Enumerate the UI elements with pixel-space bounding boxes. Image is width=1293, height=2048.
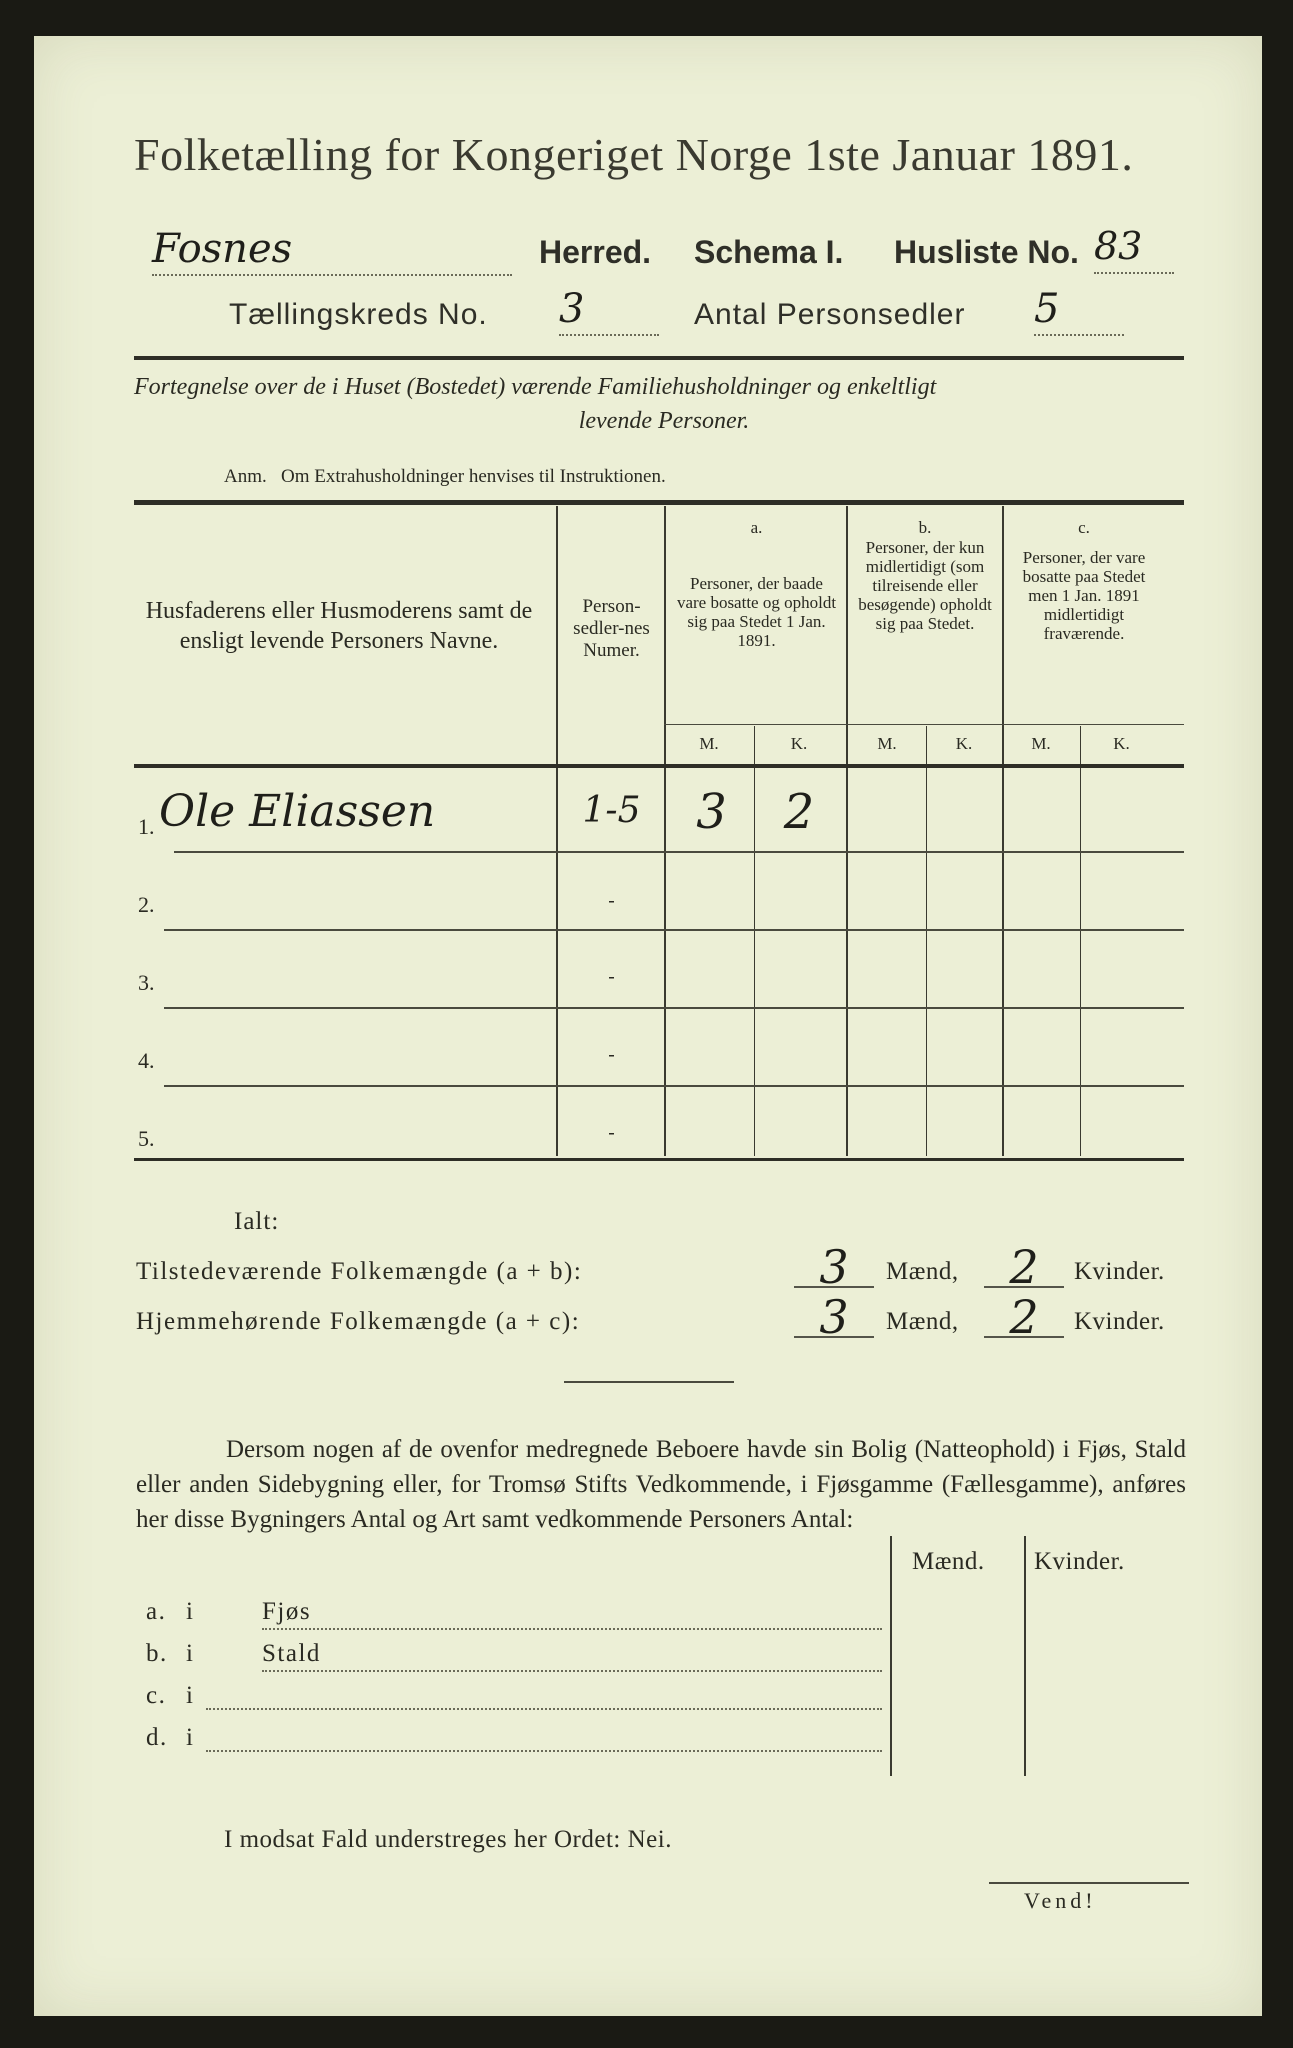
tilstede-kvinder-value: 2: [984, 1240, 1064, 1288]
ialt-label: Ialt:: [234, 1208, 280, 1235]
c-m-header: M.: [1031, 734, 1051, 753]
item-blank-d: [206, 1750, 882, 1752]
nei-instruction: I modsat Fald understreges her Ordet: Nei.: [224, 1826, 672, 1853]
hjemme-maend-value: 3: [794, 1290, 874, 1338]
a-m-header: M.: [699, 734, 719, 753]
row-number: 5.: [138, 1126, 155, 1151]
col-divider-3: [846, 506, 848, 1156]
hjemme-kvinder-label: Kvinder.: [1074, 1308, 1165, 1335]
husliste-value: 83: [1094, 224, 1174, 274]
schema-label: Schema I.: [694, 234, 844, 270]
vend-label: Vend!: [1024, 1888, 1097, 1913]
b-k-header: K.: [955, 734, 973, 753]
col-a-letter: a.: [750, 518, 763, 537]
vend-rule: [989, 1882, 1189, 1884]
sidebuilding-paragraph: Dersom nogen af de ovenfor medregnede Beboere havde sin Bolig (Natteophold) i Fjøs, Stald eller anden Sidebygning eller, for Tromsø Stifts Vedkommende, i Fjøsgamme (Fællesgamme), anføres her disse Bygningers Antal og Art samt vedkommende Personers Antal:: [136, 1436, 1186, 1533]
personsedler-numer: -: [608, 964, 615, 988]
tilstede-label: Tilstedeværende Folkemængde (a + b):: [136, 1258, 583, 1285]
mk-divider-a: [754, 726, 755, 1156]
personsedler-numer: 1-5: [582, 790, 641, 831]
a-k-header: K.: [790, 734, 808, 753]
col-b-letter: b.: [918, 518, 932, 537]
row-number: 2.: [138, 892, 155, 917]
hjemme-kvinder-value: 2: [984, 1290, 1064, 1338]
herred-value: Fosnes: [152, 226, 512, 276]
antal-value: 5: [1034, 286, 1124, 336]
totals-separator: [564, 1381, 734, 1383]
item-letter: a.: [146, 1598, 167, 1625]
tilstede-kvinder-label: Kvinder.: [1074, 1258, 1165, 1285]
col-divider-4: [1002, 506, 1004, 1156]
table-bottom-rule: [134, 1158, 1184, 1161]
hjemme-maend-label: Mænd,: [886, 1308, 959, 1335]
item-blank-c: [206, 1708, 882, 1710]
herred-label: Herred.: [539, 234, 652, 270]
col-divider-1: [556, 506, 558, 1156]
personsedler-numer: -: [608, 1120, 615, 1144]
husliste-label: Husliste No.: [894, 234, 1079, 270]
item-fjos: Fjøs: [262, 1598, 882, 1630]
tilstede-maend-value: 3: [794, 1240, 874, 1288]
item-letter: d.: [146, 1724, 168, 1751]
item-prep: i: [186, 1682, 195, 1709]
row-rule-3: [164, 1007, 1184, 1009]
item-prep: i: [186, 1598, 195, 1625]
hjemme-label: Hjemmehørende Folkemængde (a + c):: [136, 1308, 581, 1335]
item-letter: b.: [146, 1640, 168, 1667]
col-divider-2: [664, 506, 666, 1156]
subtable-header-kvinder: Kvinder.: [1034, 1548, 1125, 1575]
subtable-divider-2: [1024, 1536, 1026, 1776]
personsedler-numer: -: [608, 888, 615, 912]
header-rule: [134, 356, 1184, 360]
c-k-header: K.: [1113, 734, 1130, 753]
antal-label: Antal Personsedler: [694, 298, 966, 331]
item-letter: c.: [146, 1682, 167, 1709]
row-number: 4.: [138, 1048, 155, 1073]
col-a-text: Personer, der baade vare bosatte og opholdt sig paa Stedet 1 Jan. 1891.: [676, 574, 837, 650]
personsedler-numer: -: [608, 1042, 615, 1066]
anm-note: Anm. Om Extrahusholdninger henvises til Instruktionen.: [224, 466, 666, 487]
col-c-letter: c.: [1078, 518, 1090, 537]
a-kvinde-count: 2: [783, 784, 815, 840]
kreds-label: Tællingskreds No.: [229, 298, 488, 331]
form-title: Folketælling for Kongeriget Norge 1ste Januar 1891.: [134, 129, 1134, 180]
kreds-value: 3: [559, 286, 659, 336]
table-top-rule: [134, 500, 1184, 505]
col-b-text: Personer, der kun midlertidigt (som tilreisende eller besøgende) opholdt sig paa Stedet.: [858, 538, 992, 633]
mk-divider-c: [1080, 726, 1081, 1156]
item-prep: i: [186, 1724, 195, 1751]
table-header-rule: [134, 764, 1184, 768]
col-header-numer: Person-sedler-nes Numer.: [573, 596, 650, 661]
tilstede-maend-label: Mænd,: [886, 1258, 959, 1285]
household-head-name: Ole Eliassen: [159, 786, 436, 837]
item-prep: i: [186, 1640, 195, 1667]
mk-top-rule: [664, 724, 1184, 725]
subtable-divider-1: [890, 1536, 892, 1776]
col-c-text: Personer, der vare bosatte paa Stedet men 1 Jan. 1891 midlertidigt fraværende.: [1022, 548, 1146, 643]
b-m-header: M.: [877, 734, 897, 753]
row-rule-4: [164, 1085, 1184, 1087]
a-mand-count: 3: [696, 784, 727, 840]
row-rule-2: [164, 929, 1184, 931]
row-number: 3.: [138, 970, 155, 995]
subtable-header-maend: Mænd.: [912, 1548, 985, 1575]
intro-line-1: Fortegnelse over de i Huset (Bostedet) værende Familiehusholdninger og enkeltligt: [134, 374, 937, 400]
census-form-page: [34, 36, 1262, 2016]
mk-divider-b: [926, 726, 927, 1156]
row-number: 1.: [138, 814, 155, 839]
item-stald: Stald: [262, 1640, 882, 1672]
col-header-names: Husfaderens eller Husmoderens samt de ensligt levende Personers Navne.: [145, 598, 533, 654]
row-rule-1: [174, 851, 1184, 853]
intro-line-2: levende Personer.: [578, 408, 750, 434]
